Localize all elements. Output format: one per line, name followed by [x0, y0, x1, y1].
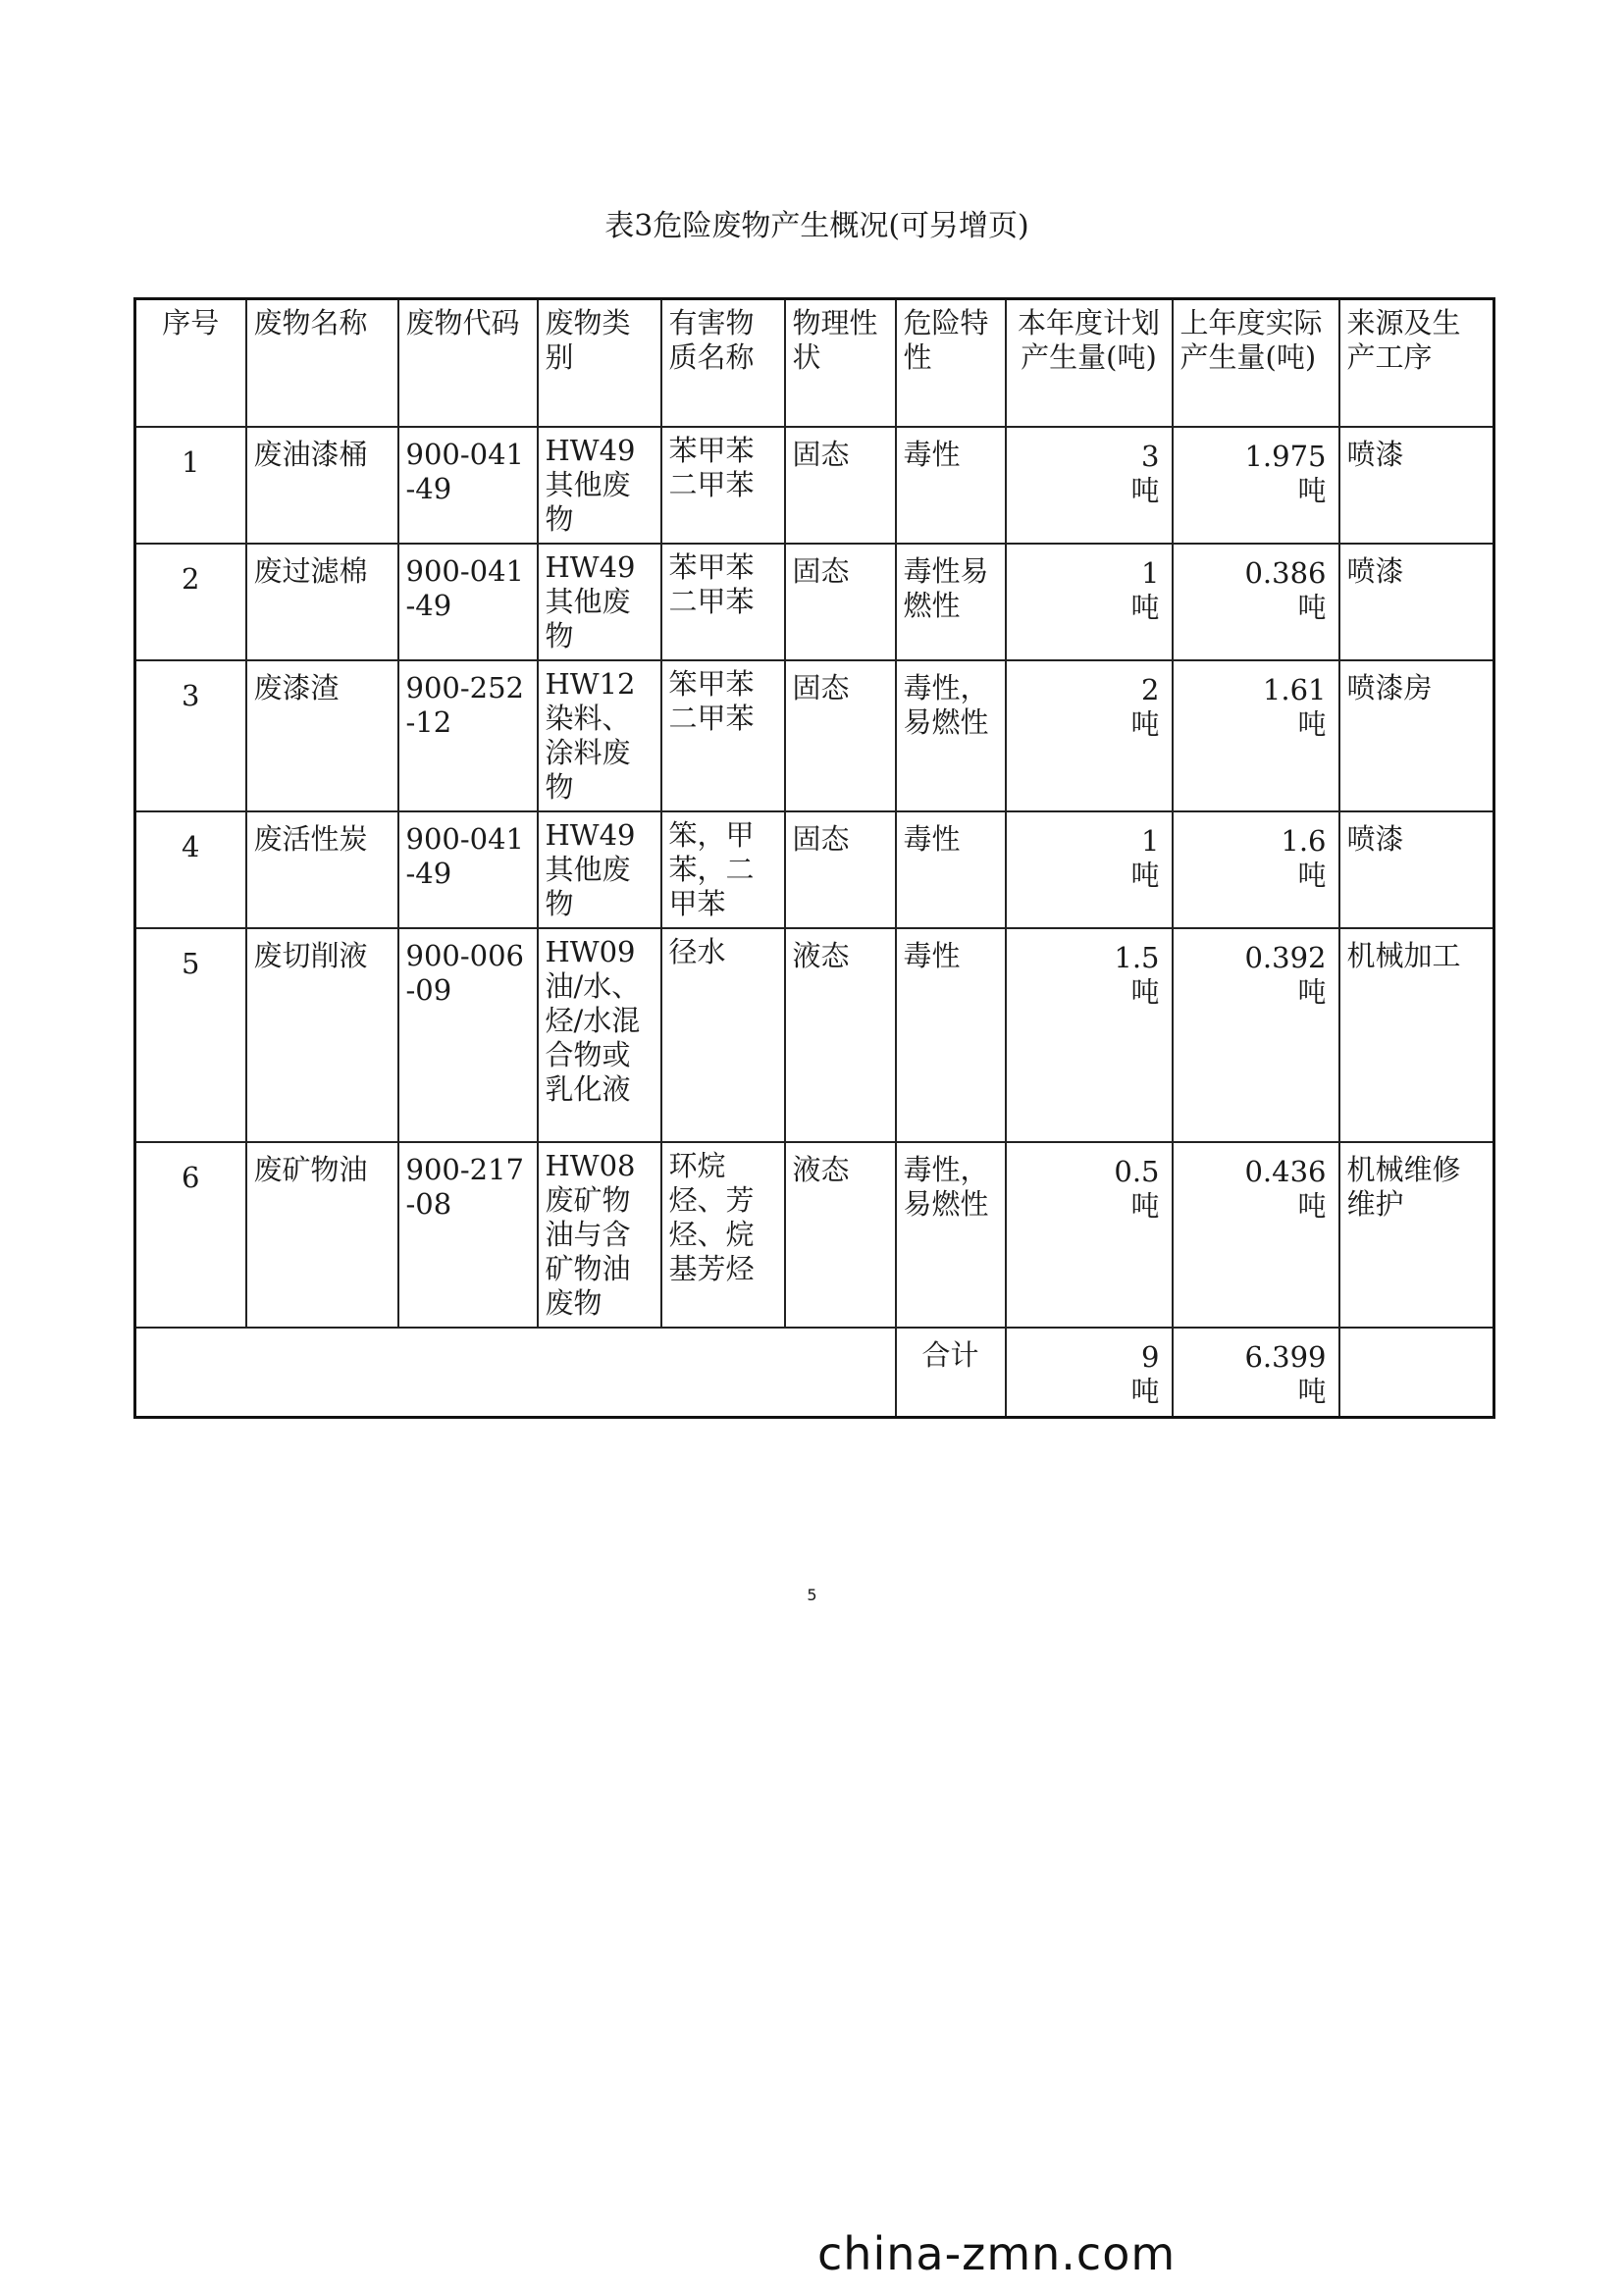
planned-amount-unit: 吨 [1130, 706, 1160, 741]
physical-state: 液态 [785, 1142, 896, 1328]
waste-category: HW49其他废物 [538, 427, 661, 544]
total-planned-unit: 吨 [1130, 1374, 1160, 1408]
planned-amount-value: 3 [1141, 439, 1160, 473]
page-number: 5 [807, 1586, 817, 1604]
actual-amount-unit: 吨 [1297, 590, 1327, 624]
waste-code: 900-217-08 [398, 1142, 538, 1328]
actual-amount [1173, 427, 1339, 544]
table-title: 表3危险废物产生概况(可另增页) [604, 209, 1029, 243]
hazardous-waste-table [133, 297, 1495, 1419]
hazard-property: 毒性 [896, 928, 1006, 1142]
planned-amount [1006, 811, 1173, 928]
actual-amount [1173, 1142, 1339, 1328]
actual-amount [1173, 928, 1339, 1142]
hazard-property: 毒性，易燃性 [896, 660, 1006, 811]
hazardous-substance: 苯甲苯二甲苯 [661, 544, 785, 660]
planned-amount-value: 1 [1141, 823, 1160, 858]
actual-amount-unit: 吨 [1297, 473, 1327, 507]
header-cell: 废物名称 [246, 299, 398, 427]
waste-name: 废矿物油 [246, 1142, 398, 1328]
actual-amount-value: 1.61 [1262, 672, 1327, 706]
hazard-property: 毒性易燃性 [896, 544, 1006, 660]
hazard-property: 毒性 [896, 427, 1006, 544]
total-actual-value: 6.399 [1244, 1339, 1327, 1374]
total-row [135, 1328, 1494, 1418]
source-process: 喷漆 [1339, 811, 1494, 928]
row-number: 1 [135, 427, 246, 544]
actual-amount-unit: 吨 [1297, 1188, 1327, 1223]
physical-state: 固态 [785, 544, 896, 660]
actual-amount-value: 0.436 [1244, 1154, 1327, 1188]
hazardous-substance: 笨，甲苯，二甲苯 [661, 811, 785, 928]
waste-code: 900-041-49 [398, 811, 538, 928]
header-cell: 危险特性 [896, 299, 1006, 427]
planned-amount-value: 0.5 [1114, 1154, 1160, 1188]
planned-amount-unit: 吨 [1130, 974, 1160, 1009]
planned-amount-unit: 吨 [1130, 473, 1160, 507]
row-number: 5 [135, 928, 246, 1142]
physical-state: 固态 [785, 660, 896, 811]
hazard-property: 毒性 [896, 811, 1006, 928]
header-cell: 本年度计划产生量(吨) [1006, 299, 1173, 427]
waste-code: 900-041-49 [398, 427, 538, 544]
source-process: 机械加工 [1339, 928, 1494, 1142]
source-process: 机械维修维护 [1339, 1142, 1494, 1328]
header-cell: 有害物质名称 [661, 299, 785, 427]
planned-amount [1006, 544, 1173, 660]
planned-amount [1006, 427, 1173, 544]
hazardous-substance: 苯甲苯二甲苯 [661, 427, 785, 544]
waste-code: 900-252-12 [398, 660, 538, 811]
actual-amount-unit: 吨 [1297, 974, 1327, 1009]
total-planned-value: 9 [1141, 1339, 1160, 1374]
hazard-property: 毒性，易燃性 [896, 1142, 1006, 1328]
header-cell: 序号 [135, 299, 246, 427]
actual-amount-value: 1.975 [1244, 439, 1327, 473]
header-cell: 物理性状 [785, 299, 896, 427]
planned-amount-value: 1 [1141, 555, 1160, 590]
header-cell: 废物类别 [538, 299, 661, 427]
waste-name: 废切削液 [246, 928, 398, 1142]
planned-amount-unit: 吨 [1130, 858, 1160, 892]
actual-amount-value: 0.386 [1244, 555, 1327, 590]
planned-amount-unit: 吨 [1130, 1188, 1160, 1223]
table-row [135, 811, 1494, 928]
actual-amount-value: 0.392 [1244, 940, 1327, 974]
header-cell: 来源及生产工序 [1339, 299, 1494, 427]
source-process: 喷漆 [1339, 544, 1494, 660]
watermark: china-zmn.com [817, 2227, 1177, 2280]
hazardous-substance: 径水 [661, 928, 785, 1142]
planned-amount-value: 2 [1141, 672, 1160, 706]
hazardous-substance: 环烷烃、芳烃、烷基芳烃 [661, 1142, 785, 1328]
planned-amount-value: 1.5 [1114, 940, 1160, 974]
planned-amount [1006, 660, 1173, 811]
header-row [135, 299, 1494, 427]
total-actual [1173, 1328, 1339, 1418]
row-number: 2 [135, 544, 246, 660]
table-row [135, 660, 1494, 811]
header-cell: 上年度实际产生量(吨) [1173, 299, 1339, 427]
waste-name: 废油漆桶 [246, 427, 398, 544]
waste-code: 900-041-49 [398, 544, 538, 660]
waste-name: 废活性炭 [246, 811, 398, 928]
waste-name: 废过滤棉 [246, 544, 398, 660]
physical-state: 固态 [785, 811, 896, 928]
actual-amount [1173, 544, 1339, 660]
waste-category: HW12染料、涂料废物 [538, 660, 661, 811]
table-row [135, 427, 1494, 544]
source-process: 喷漆 [1339, 427, 1494, 544]
total-actual-unit: 吨 [1297, 1374, 1327, 1408]
actual-amount [1173, 660, 1339, 811]
physical-state: 液态 [785, 928, 896, 1142]
waste-category: HW49其他废物 [538, 811, 661, 928]
header-cell: 废物代码 [398, 299, 538, 427]
hazardous-substance: 笨甲苯二甲苯 [661, 660, 785, 811]
actual-amount-unit: 吨 [1297, 858, 1327, 892]
row-number: 3 [135, 660, 246, 811]
waste-name: 废漆渣 [246, 660, 398, 811]
actual-amount-unit: 吨 [1297, 706, 1327, 741]
total-empty [1339, 1328, 1494, 1418]
table-row [135, 928, 1494, 1142]
planned-amount [1006, 1142, 1173, 1328]
waste-code: 900-006-09 [398, 928, 538, 1142]
physical-state: 固态 [785, 427, 896, 544]
total-blank [135, 1328, 896, 1418]
actual-amount [1173, 811, 1339, 928]
actual-amount-value: 1.6 [1281, 823, 1327, 858]
waste-category: HW09油/水、烃/水混合物或乳化液 [538, 928, 661, 1142]
waste-category: HW49其他废物 [538, 544, 661, 660]
total-label: 合计 [896, 1328, 1006, 1418]
table-row [135, 544, 1494, 660]
planned-amount [1006, 928, 1173, 1142]
table-row [135, 1142, 1494, 1328]
row-number: 6 [135, 1142, 246, 1328]
waste-category: HW08废矿物油与含矿物油废物 [538, 1142, 661, 1328]
source-process: 喷漆房 [1339, 660, 1494, 811]
row-number: 4 [135, 811, 246, 928]
planned-amount-unit: 吨 [1130, 590, 1160, 624]
total-planned [1006, 1328, 1173, 1418]
